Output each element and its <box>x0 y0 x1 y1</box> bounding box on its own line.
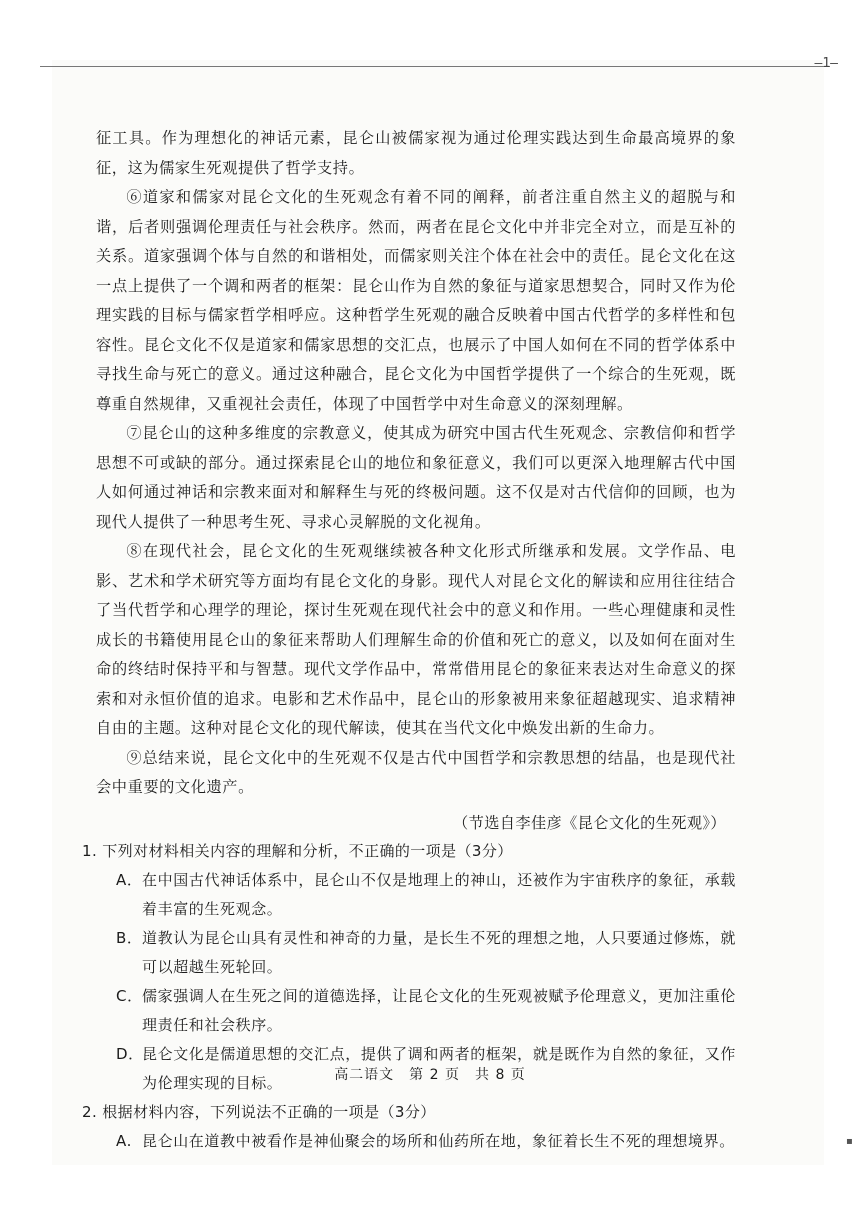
paragraph-8: ⑧在现代社会，昆仑文化的生死观继续被各种文化形式所继承和发展。文学作品、电影、艺术和学术研究等方面均有昆仑文化的身影。现代人对昆仑文化的解读和应用往往结合了当代哲学和心理学的理论，探讨生死观在现代社会中的意义和作用。一些心理健康和灵性成长的书籍使用昆仑山的象征来帮助人们理解生命的价值和死亡的意义，以及如何在面对生命的终结时保持平和与智慧。现代文学作品中，常常借用昆仑的象征来表达对生命意义的探索和对永恒价值的追求。电影和艺术作品中，昆仑山的形象被用来象征超越现实、追求精神自由的主题。这种对昆仑文化的现代解读，使其在当代文化中焕发出新的生命力。 <box>96 542 736 737</box>
option-text: 昆仑山在道教中被看作是神仙聚会的场所和仙药所在地，象征着长生不死的理想境界。 <box>142 1131 735 1150</box>
option-a <box>116 1127 736 1156</box>
question-2 <box>82 1098 736 1156</box>
page-content <box>82 124 736 1156</box>
option-letter: B． <box>116 928 143 947</box>
scan-edge-mark: ▪ <box>846 1136 853 1147</box>
question-stem: 2. 根据材料内容，下列说法不正确的一项是（3分） <box>82 1102 436 1121</box>
option-letter: D． <box>116 1044 144 1063</box>
option-text: 在中国古代神话体系中，昆仑山不仅是地理上的神山，还被作为宇宙秩序的象征，承载着丰富的生死观念。 <box>142 870 736 918</box>
option-c <box>116 982 736 1040</box>
option-a <box>116 866 736 924</box>
option-letter: A. <box>116 1131 132 1150</box>
corner-mark: —1— <box>814 56 838 71</box>
paragraph-7: ⑦昆仑山的这种多维度的宗教意义，使其成为研究中国古代生死观念、宗教信仰和哲学思想不可或缺的部分。通过探索昆仑山的地位和象征意义，我们可以更深入地理解古代中国人如何通过神话和宗教来面对和解释生与死的终极问题。这不仅是对古代信仰的回顾，也为现代人提供了一种思考生死、寻求心灵解脱的文化视角。 <box>96 424 736 531</box>
option-letter: C． <box>116 986 143 1005</box>
question-stem: 1. 下列对材料相关内容的理解和分析，不正确的一项是（3分） <box>82 841 513 860</box>
source-citation: （节选自李佳彦《昆仑文化的生死观》） <box>453 813 726 832</box>
paragraph-9: ⑨总结来说，昆仑文化中的生死观不仅是古代中国哲学和宗教思想的结晶，也是现代社会中重要的文化遗产。 <box>96 748 736 796</box>
option-letter: A． <box>116 870 143 889</box>
paragraph-6: ⑥道家和儒家对昆仑文化的生死观念有着不同的阐释，前者注重自然主义的超脱与和谐，后者则强调伦理责任与社会秩序。然而，两者在昆仑文化中并非完全对立，而是互补的关系。道家强调个体与自然的和谐相处，而儒家则关注个体在社会中的责任。昆仑文化在这一点上提供了一个调和两者的框架：昆仑山作为自然的象征与道家思想契合，同时又作为伦理实践的目标与儒家哲学相呼应。这种哲学生死观的融合反映着中国古代哲学的多样性和包容性。昆仑文化不仅是道家和儒家思想的交汇点，也展示了中国人如何在不同的哲学体系中寻找生命与死亡的意义。通过这种融合，昆仑文化为中国哲学提供了一个综合的生死观，既尊重自然规律，又重视社会责任，体现了中国哲学中对生命意义的深刻理解。 <box>96 188 736 413</box>
top-rule <box>40 66 830 67</box>
option-text: 儒家强调人在生死之间的道德选择，让昆仑文化的生死观被赋予伦理意义，更加注重伦理责任和社会秩序。 <box>142 986 736 1034</box>
paragraph-continued: 征工具。作为理想化的神话元素，昆仑山被儒家视为通过伦理实践达到生命最高境界的象征，这为儒家生死观提供了哲学支持。 <box>96 129 736 177</box>
option-b <box>116 924 736 982</box>
option-text: 昆仑文化是儒道思想的交汇点，提供了调和两者的框架，就是既作为自然的象征，又作为伦理实现的目标。 <box>142 1044 736 1092</box>
option-text: 道教认为昆仑山具有灵性和神奇的力量，是长生不死的理想之地，人只要通过修炼，就可以超越生死轮回。 <box>142 928 736 976</box>
page-footer: 高二语文 第 2 页 共 8 页 <box>334 1067 526 1083</box>
question-1 <box>82 837 736 1098</box>
